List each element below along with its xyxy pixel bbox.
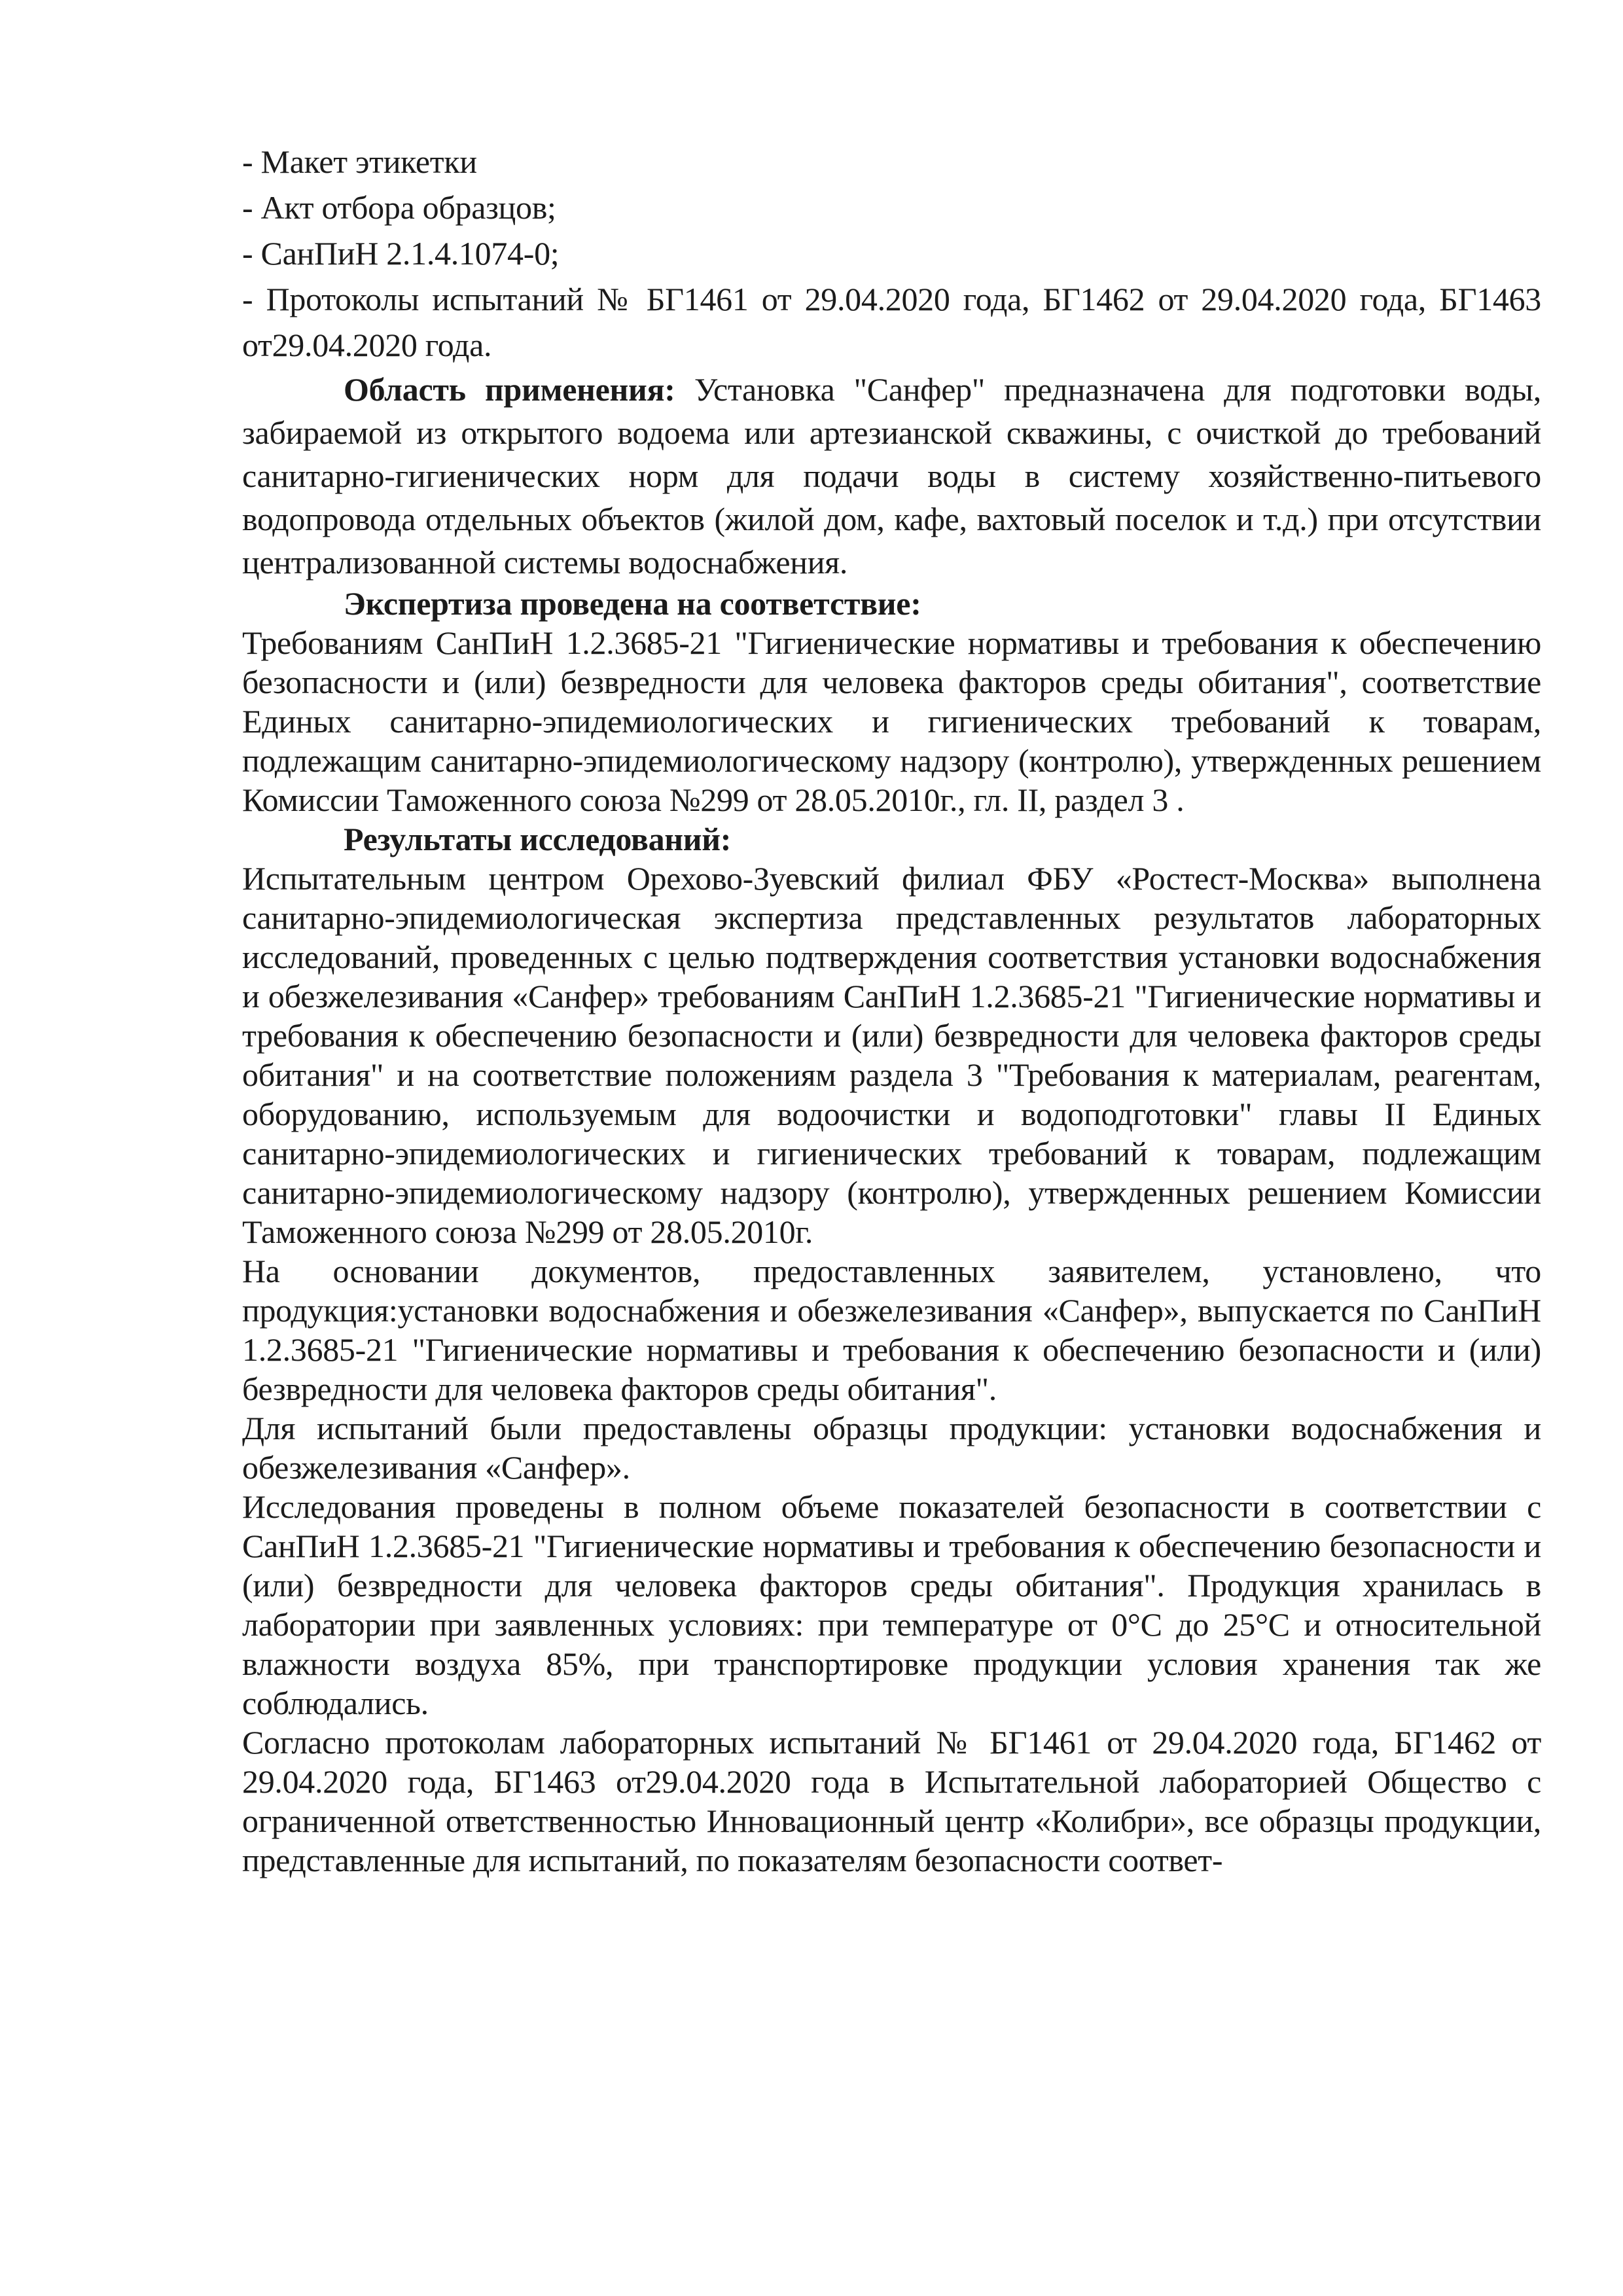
attachment-item-2: - Акт отбора образцов; xyxy=(242,189,556,226)
results-paragraph-2: На основании документов, предоставленных заявителем, установлено, что продукция:установки водоснабжения и обезжелезивания «Санфер», выпускается по СанПиН 1.2.3685-21 "Гигиенические нормативы и требования к обеспечению безопасности и (или) безвредности для человека факторов среды обитания". xyxy=(242,1253,1541,1407)
attachment-item-3: - СанПиН 2.1.4.1074-0; xyxy=(242,235,560,272)
expertise-paragraph: Требованиям СанПиН 1.2.3685-21 "Гигиенические нормативы и требования к обеспечению безопасности и (или) безвредности для человека факторов среды обитания", соответствие Единых санитарно-эпидемиологических и гигиенических требований к товарам, подлежащим санитарно-эпидемиологическому надзору (контролю), утвержденных решением Комиссии Таможенного союза №299 от 28.05.2010г., гл. II, раздел 3 . xyxy=(242,624,1541,818)
results-paragraph-4: Исследования проведены в полном объеме показателей безопасности в соответствии с СанПиН 1.2.3685-21 "Гигиенические нормативы и требования к обеспечению безопасности и (или) безвредности для человека факторов среды обитания". Продукция хранилась в лаборатории при заявленных условиях: при температуре от 0°С до 25°С и относительной влажности воздуха 85%, при транспортировке продукции условия хранения так же соблюдались. xyxy=(242,1488,1541,1721)
scope-text: Установка "Санфер" предназначена для подготовки воды, забираемой из открытого водоема или артезианской скважины, с очисткой до требований санитарно-гигиенических норм для подачи воды в систему хозяйственно-питьевого водопровода отдельных объектов (жилой дом, кафе, вахтовый поселок и т.д.) при отсутствии централизованной системы водоснабжения. xyxy=(242,371,1541,581)
expertise-heading: Экспертиза проведена на соответствие: xyxy=(344,585,921,622)
document-content xyxy=(242,139,1541,1880)
attachment-item-1: - Макет этикетки xyxy=(242,143,477,180)
results-paragraph-1: Испытательным центром Орехово-Зуевский филиал ФБУ «Ростест-Москва» выполнена санитарно-эпидемиологическая экспертиза представленных результатов лабораторных исследований, проведенных с целью подтверждения соответствия установки водоснабжения и обезжелезивания «Санфер» требованиям СанПиН 1.2.3685-21 "Гигиенические нормативы и требования к обеспечению безопасности и (или) безвредности для человека факторов среды обитания" и на соответствие положениям раздела 3 "Требования к материалам, реагентам, оборудованию, используемым для водоочистки и водоподготовки" главы II Единых санитарно-эпидемиологических и гигиенических требований к товарам, подлежащим санитарно-эпидемиологическому надзору (контролю), утвержденных решением Комиссии Таможенного союза №299 от 28.05.2010г. xyxy=(242,860,1541,1250)
results-paragraph-5: Согласно протоколам лабораторных испытаний № БГ1461 от 29.04.2020 года, БГ1462 от 29.04.2020 года, БГ1463 от29.04.2020 года в Испытательной лабораторией Общество с ограниченной ответственностью Инновационный центр «Колибри», все образцы продукции, представленные для испытаний, по показателям безопасности соответ- xyxy=(242,1724,1541,1878)
attachment-item-4: - Протоколы испытаний № БГ1461 от 29.04.2020 года, БГ1462 от 29.04.2020 года, БГ1463 от29.04.2020 года. xyxy=(242,281,1541,363)
scope-label: Область применения: xyxy=(344,371,675,408)
results-heading: Результаты исследований: xyxy=(344,821,732,857)
results-paragraph-3: Для испытаний были предоставлены образцы продукции: установки водоснабжения и обезжелезивания «Санфер». xyxy=(242,1410,1541,1486)
scope-paragraph xyxy=(242,368,1541,584)
